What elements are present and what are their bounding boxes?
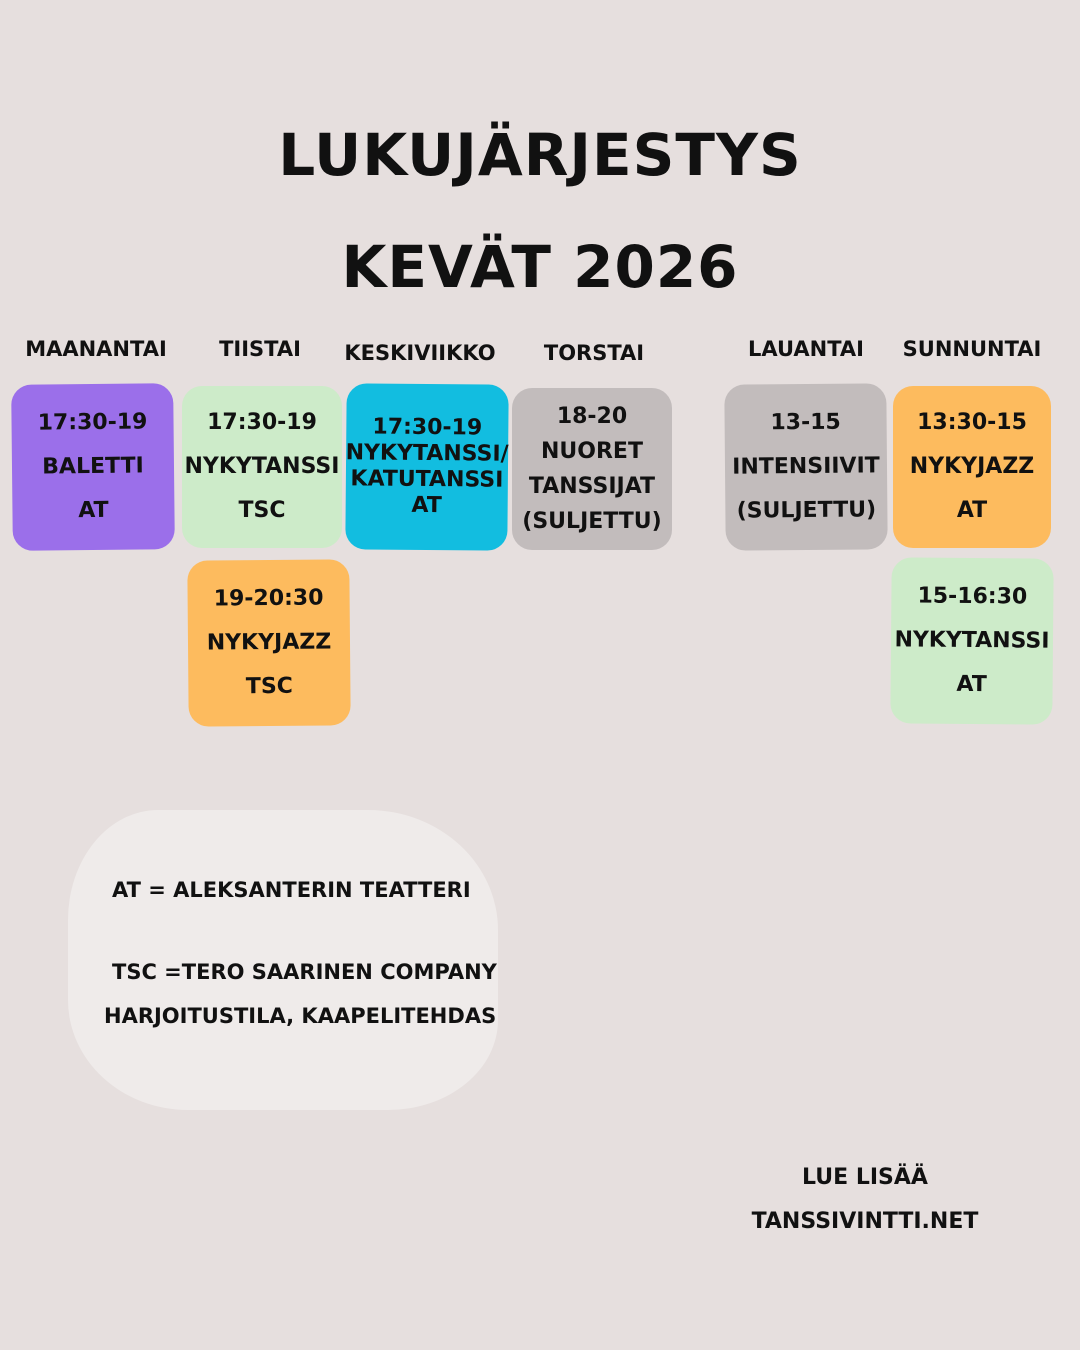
class-time: 17:30-19 <box>37 409 148 436</box>
legend-tsc: TSC =TERO SAARINEN COMPANY <box>112 960 497 984</box>
class-time: 19-20:30 <box>213 585 324 612</box>
class-line: NYKYTANSSI/ <box>345 440 509 467</box>
class-card-saturday-intensiivit <box>724 383 887 550</box>
class-card-wednesday-nykytanssi-katutanssi <box>345 383 508 550</box>
page-subtitle: KEVÄT 2026 <box>341 233 739 301</box>
class-line: AT <box>78 497 109 524</box>
class-line: NYKYJAZZ <box>206 629 332 656</box>
class-card-tuesday-nykyjazz <box>187 559 350 726</box>
legend-at: AT = ALEKSANTERIN TEATTERI <box>112 878 471 902</box>
read-more-label: LUE LISÄÄ <box>802 1165 928 1190</box>
class-line: AT <box>411 492 442 519</box>
day-header-tuesday: TIISTAI <box>219 337 301 361</box>
day-header-thursday: TORSTAI <box>543 341 645 365</box>
class-line: NYKYJAZZ <box>909 454 1035 479</box>
class-card-sunday-nykyjazz <box>893 386 1051 548</box>
legend-tsc-location: HARJOITUSTILA, KAAPELITEHDAS <box>104 1004 497 1028</box>
class-time: 15-16:30 <box>917 583 1028 610</box>
class-card-tuesday-nykytanssi <box>182 386 342 548</box>
class-line: INTENSIIVIT <box>732 453 880 480</box>
class-line: KATUTANSSI <box>350 466 504 493</box>
class-time: 17:30-19 <box>207 410 317 435</box>
day-header-monday: MAANANTAI <box>25 337 167 361</box>
day-header-wednesday: KESKIVIIKKO <box>344 341 496 365</box>
class-line: TSC <box>245 673 293 700</box>
class-line: NYKYTANSSI <box>184 454 340 479</box>
class-line: TSC <box>238 498 286 523</box>
page-title: LUKUJÄRJESTYS <box>278 121 802 189</box>
class-line: BALETTI <box>42 453 144 480</box>
class-card-monday-baletti <box>11 383 175 551</box>
class-time: 17:30-19 <box>372 414 483 441</box>
day-header-sunday: SUNNUNTAI <box>902 337 1042 361</box>
class-line: TANSSIJAT <box>528 474 656 499</box>
class-card-thursday-nuoret-tanssijat <box>512 388 672 550</box>
class-line: (SULJETTU) <box>736 497 877 524</box>
class-time: 18-20 <box>556 404 628 429</box>
class-time: 13-15 <box>770 409 841 436</box>
class-line: AT <box>956 671 987 698</box>
class-time: 13:30-15 <box>917 410 1027 435</box>
class-line: (SULJETTU) <box>522 509 662 534</box>
class-line: NYKYTANSSI <box>894 627 1050 654</box>
website-link[interactable]: TANSSIVINTTI.NET <box>751 1209 979 1234</box>
class-line: NUORET <box>541 439 643 464</box>
class-line: AT <box>956 498 988 523</box>
class-card-sunday-nykytanssi <box>890 557 1053 724</box>
day-header-saturday: LAUANTAI <box>748 337 864 361</box>
